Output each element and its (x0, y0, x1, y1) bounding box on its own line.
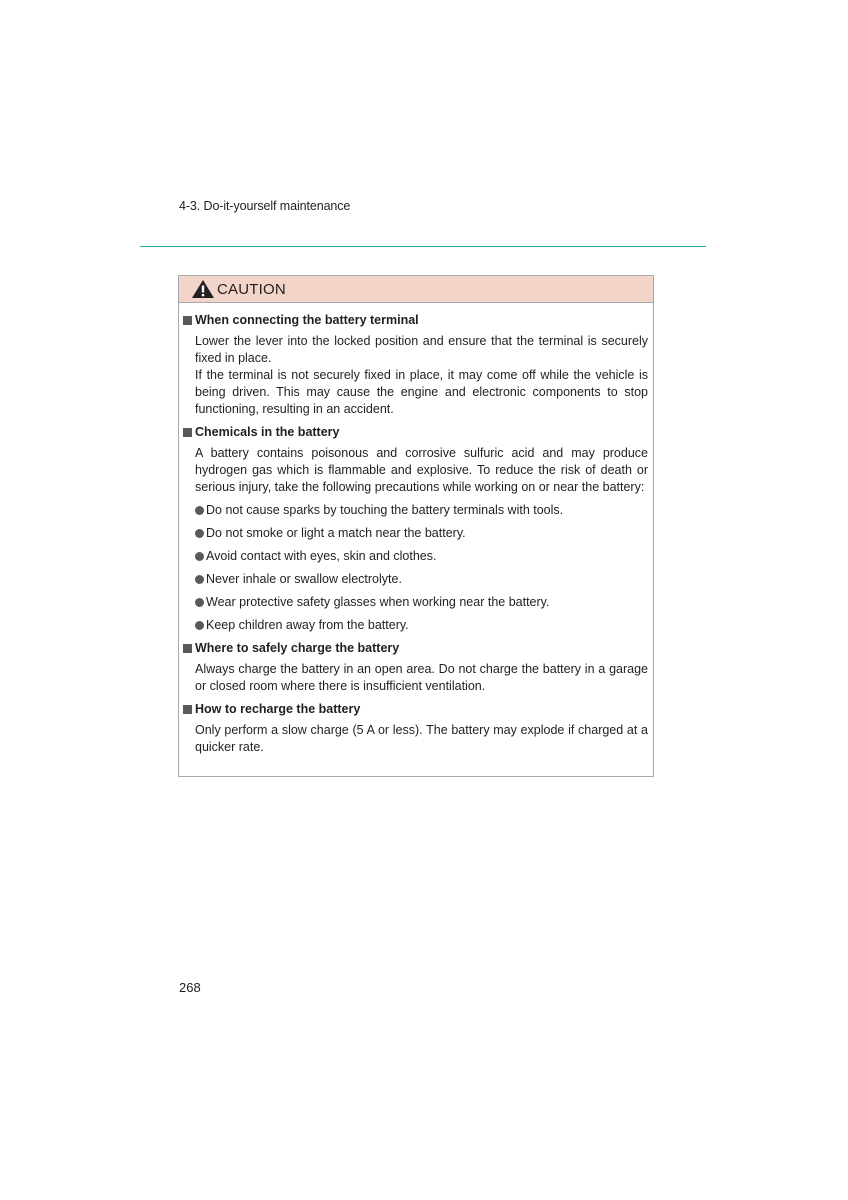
section-title-recharge (183, 701, 648, 718)
square-icon (183, 705, 192, 714)
section-title-connecting-terminal (183, 312, 648, 329)
paragraph: Only perform a slow charge (5 A or less). The battery may explode if charged at a quicker rate. (195, 723, 648, 754)
list-item-text: Do not cause sparks by touching the battery terminals with tools. (206, 503, 564, 517)
warning-triangle-icon (191, 279, 215, 299)
caution-body (179, 303, 653, 756)
paragraph: Always charge the battery in an open area. Do not charge the battery in a garage or closed room where there is insufficient ventilation. (195, 662, 648, 693)
caution-box (178, 275, 654, 777)
list-item-text: Avoid contact with eyes, skin and clothes. (206, 549, 437, 563)
bullet-icon (195, 575, 204, 584)
section-title-safe-charging (183, 640, 648, 657)
list-item-text: Wear protective safety glasses when working near the battery. (206, 595, 550, 609)
precautions-list (183, 502, 648, 634)
page-number: 268 (179, 980, 201, 995)
list-item-text: Do not smoke or light a match near the battery. (206, 526, 466, 540)
bullet-icon (195, 621, 204, 630)
bullet-icon (195, 552, 204, 561)
header-rule (140, 246, 706, 247)
caution-title: CAUTION (217, 280, 286, 298)
section-title-chemicals (183, 424, 648, 441)
list-item (195, 525, 648, 542)
list-item (195, 594, 648, 611)
paragraph: Lower the lever into the locked position and ensure that the terminal is securely fixed in place. (195, 334, 648, 365)
bullet-icon (195, 598, 204, 607)
section-text-connecting-terminal (183, 333, 648, 418)
section-text-safe-charging (183, 661, 648, 695)
square-icon (183, 644, 192, 653)
list-item-text: Never inhale or swallow electrolyte. (206, 572, 402, 586)
paragraph: If the terminal is not securely fixed in place, it may come off while the vehicle is being driven. This may cause the engine and electronic components to stop functioning, resulting in an accident. (195, 368, 648, 416)
list-item-text: Keep children away from the battery. (206, 618, 409, 632)
section-title-text: When connecting the battery terminal (195, 313, 419, 327)
paragraph: A battery contains poisonous and corrosive sulfuric acid and may produce hydrogen gas which is flammable and explosive. To reduce the risk of death or serious injury, take the following precautions while working on or near the battery: (195, 446, 648, 494)
section-title-text: Chemicals in the battery (195, 425, 340, 439)
section-text-recharge (183, 722, 648, 756)
list-item (195, 502, 648, 519)
list-item (195, 548, 648, 565)
bullet-icon (195, 506, 204, 515)
list-item (195, 617, 648, 634)
bullet-icon (195, 529, 204, 538)
caution-header (179, 276, 653, 303)
section-text-chemicals (183, 445, 648, 496)
section-header: 4-3. Do-it-yourself maintenance (179, 199, 351, 213)
square-icon (183, 428, 192, 437)
section-title-text: How to recharge the battery (195, 702, 361, 716)
square-icon (183, 316, 192, 325)
section-title-text: Where to safely charge the battery (195, 641, 400, 655)
list-item (195, 571, 648, 588)
